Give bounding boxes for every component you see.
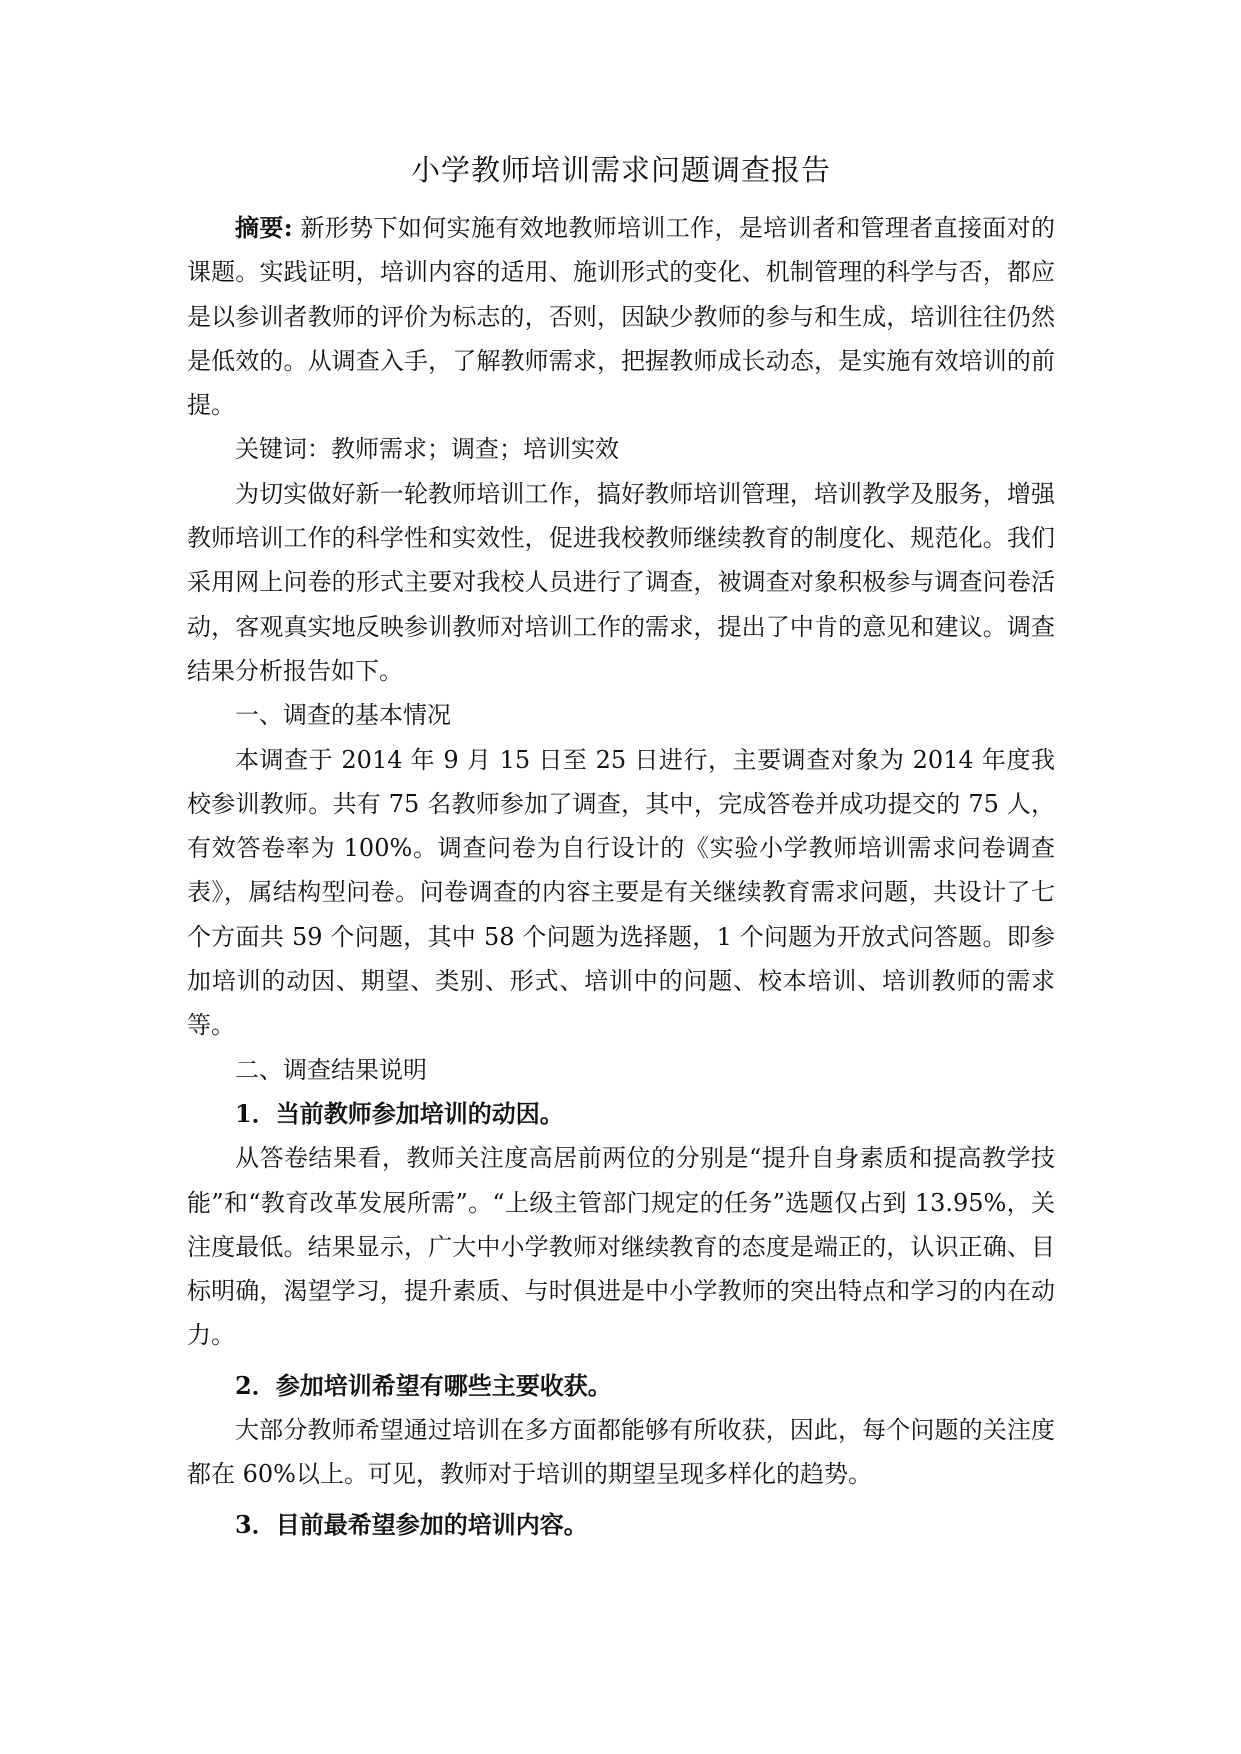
section2-heading: 二、调查结果说明 (235, 1055, 427, 1084)
subsection2-paragraph: 大部分教师希望通过培训在多方面都能够有所收获，因此，每个问题的关注度都在 60%以上。可见，教师对于培训的期望呈现多样化的趋势。 (187, 1416, 1055, 1489)
subsection1-paragraph: 从答卷结果看，教师关注度高居前两位的分别是“提升自身素质和提高教学技能”和“教育改革发展所需”。“上级主管部门规定的任务”选题仅占到 13.95%，关注度最低。结果显示，广大中小学教师对继续教育的态度是端正的，认识正确、目标明确，渴望学习，提升素质、与时俱进是中小学教师的突出特点和学习的内在动力。 (187, 1144, 1055, 1350)
section1-paragraph: 本调查于 2014 年 9 月 15 日至 25 日进行，主要调查对象为 2014 年度我校参训教师。共有 75 名教师参加了调查，其中，完成答卷并成功提交的 75 人，有效答卷率为 100%。调查问卷为自行设计的《实验小学教师培训需求问卷调查表》，属结构型问卷。问卷调查的内容主要是有关继续教育需求问题，共设计了七个方面共 59 个问题，其中 58 个问题为选择题，1 个问题为开放式问答题。即参加培训的动因、期望、类别、形式、培训中的问题、校本培训、培训教师的需求等。 (187, 745, 1055, 1040)
abstract-label: 摘要: (235, 213, 293, 242)
abstract-paragraph (187, 206, 1055, 427)
abstract-text: 新形势下如何实施有效地教师培训工作，是培训者和管理者直接面对的课题。实践证明，培训内容的适用、施训形式的变化、机制管理的科学与否，都应是以参训者教师的评价为标志的，否则，因缺少教师的参与和生成，培训往往仍然是低效的。从调查入手，了解教师需求，把握教师成长动态，是实施有效培训的前提。 (187, 214, 1055, 420)
section1-heading: 一、调查的基本情况 (235, 701, 451, 730)
keywords-text: 教师需求；调查；培训实效 (331, 435, 619, 464)
document-page (187, 140, 1055, 1547)
subsection1-heading: 1．当前教师参加培训的动因。 (235, 1098, 564, 1128)
subsection2-heading: 2．参加培训希望有哪些主要收获。 (235, 1370, 612, 1400)
keywords-paragraph (187, 427, 1055, 471)
intro-paragraph: 为切实做好新一轮教师培训工作，搞好教师培训管理，培训教学及服务，增强教师培训工作的科学性和实效性，促进我校教师继续教育的制度化、规范化。我们采用网上问卷的形式主要对我校人员进行了调查，被调查对象积极参与调查问卷活动，客观真实地反映参训教师对培训工作的需求，提出了中肯的意见和建议。调查结果分析报告如下。 (187, 479, 1055, 685)
keywords-label: 关键词： (235, 435, 331, 464)
subsection3-heading: 3．目前最希望参加的培训内容。 (235, 1509, 588, 1539)
document-title: 小学教师培训需求问题调查报告 (410, 153, 831, 187)
